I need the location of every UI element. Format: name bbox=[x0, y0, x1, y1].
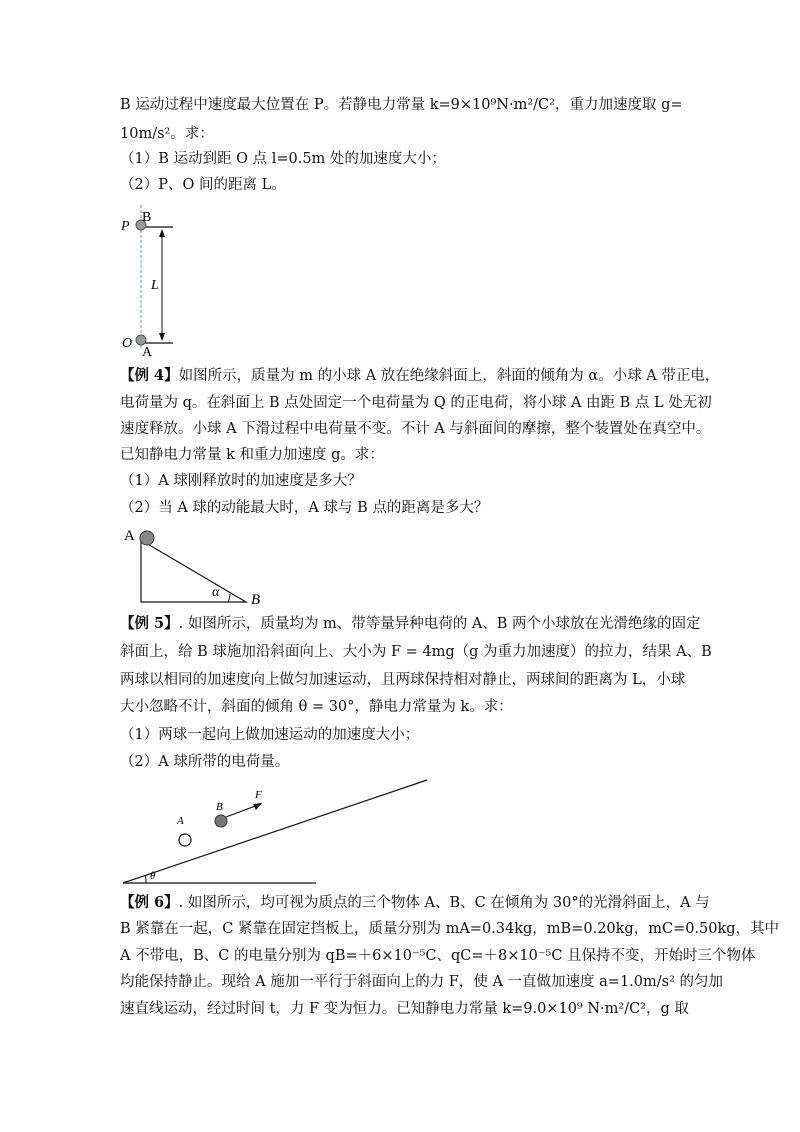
label-a: A bbox=[177, 815, 184, 827]
example-6-tag: 【例 6】 bbox=[120, 894, 179, 911]
text-line: 速度释放。小球 A 下滑过程中电荷量不变。不计 A 与斜面间的摩擦，整个装置处在真空中。 bbox=[120, 421, 711, 437]
ball-a bbox=[179, 834, 191, 846]
example-6-line-1 bbox=[120, 893, 710, 913]
text-line: B 紧靠在一起，C 紧靠在固定挡板上，质量分别为 mA=0.34kg，mB=0.20kg，mC=0.50kg，其中 bbox=[120, 921, 780, 937]
label-b: B bbox=[216, 801, 223, 813]
text-line: 大小忽略不计，斜面的倾角 θ = 30°，静电力常量为 k。求： bbox=[120, 699, 513, 715]
text-line: 10m/s²。求： bbox=[120, 126, 214, 142]
example-4-text: 如图所示，质量为 m 的小球 A 放在绝缘斜面上，斜面的倾角为 α。小球 A 带正电， bbox=[178, 368, 720, 384]
text-line: B 运动过程中速度最大位置在 P。若静电力常量 k=9×10⁹N·m²/C²，重力加速度取 g= bbox=[120, 97, 683, 113]
arrow-up-icon bbox=[159, 229, 165, 237]
question-2: （2）P、O 间的距离 L。 bbox=[120, 177, 286, 193]
text-line: 速直线运动，经过时间 t，力 F 变为恒力。已知静电力常量 k=9.0×10⁹ N·m²/C²，g 取 bbox=[120, 1001, 689, 1017]
label-p: P bbox=[121, 219, 130, 234]
text-line: 均能保持静止。现给 A 施加一平行于斜面向上的力 F，使 A 一直做加速度 a=1.0m/s² 的匀加 bbox=[120, 974, 724, 990]
angle-arc bbox=[228, 594, 230, 602]
example-4-tag: 【例 4】 bbox=[120, 367, 179, 384]
label-b: B bbox=[142, 210, 152, 225]
ball-a bbox=[136, 335, 146, 345]
label-f: F bbox=[255, 789, 262, 801]
label-l: L bbox=[151, 278, 159, 293]
example-5-tag: 【例 5】 bbox=[120, 615, 179, 632]
example-5-text: . 如图所示，质量均为 m、带等量异种电荷的 A、B 两个小球放在光滑绝缘的固定 bbox=[178, 616, 701, 632]
incline-line bbox=[123, 780, 427, 883]
figure-incline-two-balls bbox=[120, 778, 440, 888]
figure-vertical-charges bbox=[115, 205, 195, 360]
ball-b bbox=[215, 815, 227, 827]
question-2: （2）当 A 球的动能最大时，A 球与 B 点的距离是多大？ bbox=[120, 500, 489, 516]
question-1: （1）A 球刚释放时的加速度是多大？ bbox=[120, 473, 362, 489]
question-2: （2）A 球所带的电荷量。 bbox=[120, 754, 290, 770]
label-b: B bbox=[251, 592, 261, 608]
figure-incline-triangle bbox=[120, 522, 280, 612]
ball-a bbox=[140, 531, 154, 545]
example-4-line-1 bbox=[120, 366, 719, 386]
text-line: 两球以相同的加速度向上做匀加速运动，且两球保持相对静止，两球间的距离为 L，小球 bbox=[120, 672, 686, 688]
arrow-right-icon bbox=[253, 803, 262, 810]
angle-arc bbox=[145, 875, 146, 883]
force-arrow-line bbox=[226, 805, 258, 817]
text-line: 斜面上，给 B 球施加沿斜面向上、大小为 F = 4mg（g 为重力加速度）的拉力，结果 A、B bbox=[120, 644, 712, 660]
example-5-line-1 bbox=[120, 614, 701, 634]
text-line: 已知静电力常量 k 和重力加速度 g。求： bbox=[120, 447, 384, 463]
question-1: （1）两球一起向上做加速运动的加速度大小； bbox=[120, 727, 420, 743]
label-o: O bbox=[122, 336, 133, 351]
incline-triangle bbox=[141, 540, 246, 602]
label-theta: θ bbox=[150, 870, 156, 882]
text-line: A 不带电，B、C 的电量分别为 qB=＋6×10⁻⁵C、qC=＋8×10⁻⁵C 且保持不变，开始时三个物体 bbox=[120, 948, 756, 964]
label-a: A bbox=[142, 345, 153, 360]
label-alpha: α bbox=[212, 585, 220, 600]
question-1: （1）B 运动到距 O 点 l=0.5m 处的加速度大小； bbox=[120, 151, 446, 167]
text-line: 电荷量为 q。在斜面上 B 点处固定一个电荷量为 Q 的正电荷，将小球 A 由距 B 点 L 处无初 bbox=[120, 395, 712, 411]
example-6-text: . 如图所示，均可视为质点的三个物体 A、B、C 在倾角为 30°的光滑斜面上，A 与 bbox=[178, 895, 710, 911]
arrow-down-icon bbox=[159, 333, 165, 341]
label-a: A bbox=[124, 528, 135, 544]
